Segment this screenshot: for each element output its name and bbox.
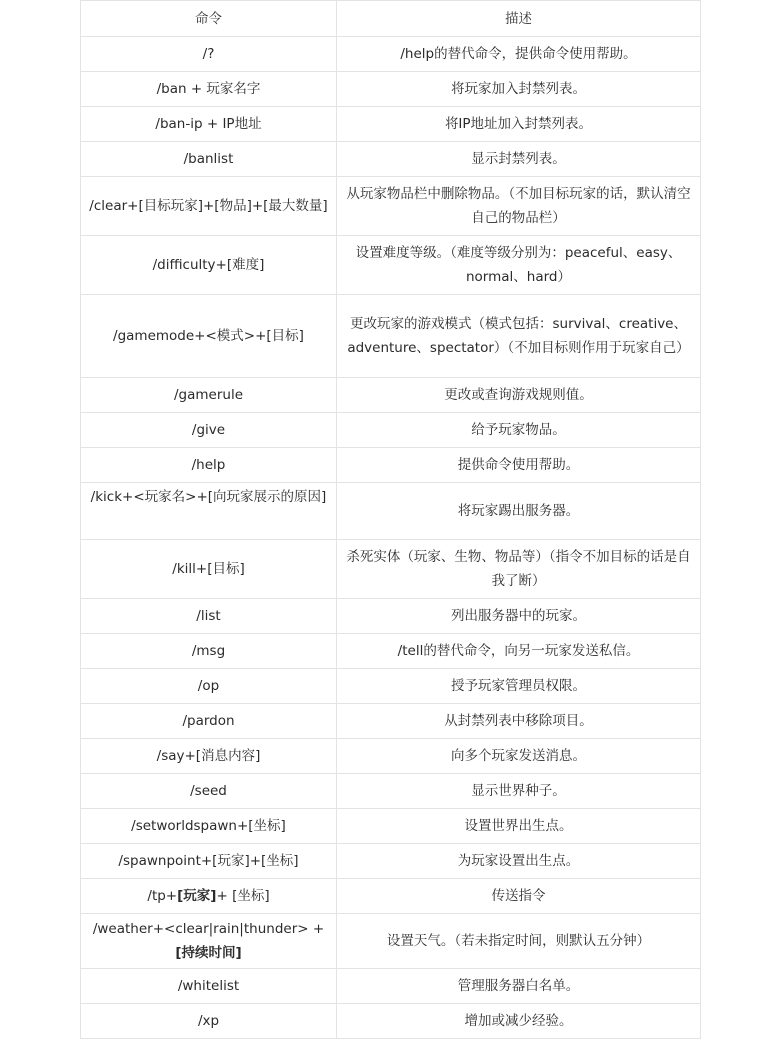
description-cell: 杀死实体（玩家、生物、物品等）（指令不加目标的话是自我了断） [337, 540, 701, 599]
description-cell: 从玩家物品栏中删除物品。（不加目标玩家的话，默认清空自己的物品栏） [337, 177, 701, 236]
table-row [81, 809, 701, 844]
command-cell: /msg [81, 634, 337, 669]
command-part: /weather+<clear|rain|thunder> + [92, 921, 325, 937]
command-cell: /pardon [81, 704, 337, 739]
command-cell: /kick+<玩家名>+[向玩家展示的原因] [81, 483, 337, 540]
table-row [81, 448, 701, 483]
description-cell: 显示世界种子。 [337, 774, 701, 809]
header-description: 描述 [337, 1, 701, 37]
command-cell: /ban + 玩家名字 [81, 72, 337, 107]
description-cell: 为玩家设置出生点。 [337, 844, 701, 879]
command-cell: /xp [81, 1004, 337, 1039]
command-cell: /kill+[目标] [81, 540, 337, 599]
description-cell: 给予玩家物品。 [337, 413, 701, 448]
description-cell: 将玩家加入封禁列表。 [337, 72, 701, 107]
description-cell: 更改玩家的游戏模式（模式包括：survival、creative、adventure、spectator）（不加目标则作用于玩家自己） [337, 295, 701, 378]
command-cell: /list [81, 599, 337, 634]
description-cell: 显示封禁列表。 [337, 142, 701, 177]
table-row [81, 879, 701, 914]
table-row [81, 774, 701, 809]
table-row [81, 969, 701, 1004]
commands-table-container [80, 0, 700, 1039]
table-row [81, 37, 701, 72]
header-command: 命令 [81, 1, 337, 37]
command-cell: /op [81, 669, 337, 704]
description-cell: 传送指令 [337, 879, 701, 914]
table-row [81, 914, 701, 969]
command-part: /tp+ [147, 888, 178, 904]
command-cell: /difficulty+[难度] [81, 236, 337, 295]
table-header-row [81, 1, 701, 37]
description-cell: /tell的替代命令，向另一玩家发送私信。 [337, 634, 701, 669]
description-cell: 增加或减少经验。 [337, 1004, 701, 1039]
command-cell: /whitelist [81, 969, 337, 1004]
description-cell: 列出服务器中的玩家。 [337, 599, 701, 634]
description-cell: 向多个玩家发送消息。 [337, 739, 701, 774]
command-cell: /ban-ip + IP地址 [81, 107, 337, 142]
command-part: + [坐标] [216, 888, 270, 904]
description-cell: 将玩家踢出服务器。 [337, 483, 701, 540]
command-cell: /gamemode+<模式>+[目标] [81, 295, 337, 378]
description-cell: 设置难度等级。（难度等级分别为：peaceful、easy、normal、hard） [337, 236, 701, 295]
table-row [81, 704, 701, 739]
table-row [81, 634, 701, 669]
description-cell: 从封禁列表中移除项目。 [337, 704, 701, 739]
command-cell: /give [81, 413, 337, 448]
description-cell: 更改或查询游戏规则值。 [337, 378, 701, 413]
command-cell: /banlist [81, 142, 337, 177]
commands-table [80, 0, 701, 1039]
command-cell: /gamerule [81, 378, 337, 413]
command-part-bold: [玩家] [177, 888, 217, 904]
command-cell: /clear+[目标玩家]+[物品]+[最大数量] [81, 177, 337, 236]
command-cell: /spawnpoint+[玩家]+[坐标] [81, 844, 337, 879]
table-row [81, 295, 701, 378]
command-part-bold: [持续时间] [175, 945, 242, 961]
command-cell [81, 914, 337, 969]
description-cell: /help的替代命令，提供命令使用帮助。 [337, 37, 701, 72]
table-row [81, 540, 701, 599]
table-row [81, 142, 701, 177]
table-row [81, 378, 701, 413]
command-cell: /setworldspawn+[坐标] [81, 809, 337, 844]
table-row [81, 669, 701, 704]
description-cell: 设置世界出生点。 [337, 809, 701, 844]
table-row [81, 483, 701, 540]
table-row [81, 236, 701, 295]
table-row [81, 177, 701, 236]
description-cell: 管理服务器白名单。 [337, 969, 701, 1004]
table-row [81, 1004, 701, 1039]
command-cell: /seed [81, 774, 337, 809]
command-cell [81, 879, 337, 914]
command-cell: /? [81, 37, 337, 72]
command-cell: /say+[消息内容] [81, 739, 337, 774]
description-cell: 将IP地址加入封禁列表。 [337, 107, 701, 142]
description-cell: 授予玩家管理员权限。 [337, 669, 701, 704]
description-cell: 提供命令使用帮助。 [337, 448, 701, 483]
table-row [81, 599, 701, 634]
description-cell: 设置天气。（若未指定时间，则默认五分钟） [337, 914, 701, 969]
table-row [81, 107, 701, 142]
table-row [81, 72, 701, 107]
command-cell: /help [81, 448, 337, 483]
table-row [81, 739, 701, 774]
table-row [81, 844, 701, 879]
table-row [81, 413, 701, 448]
